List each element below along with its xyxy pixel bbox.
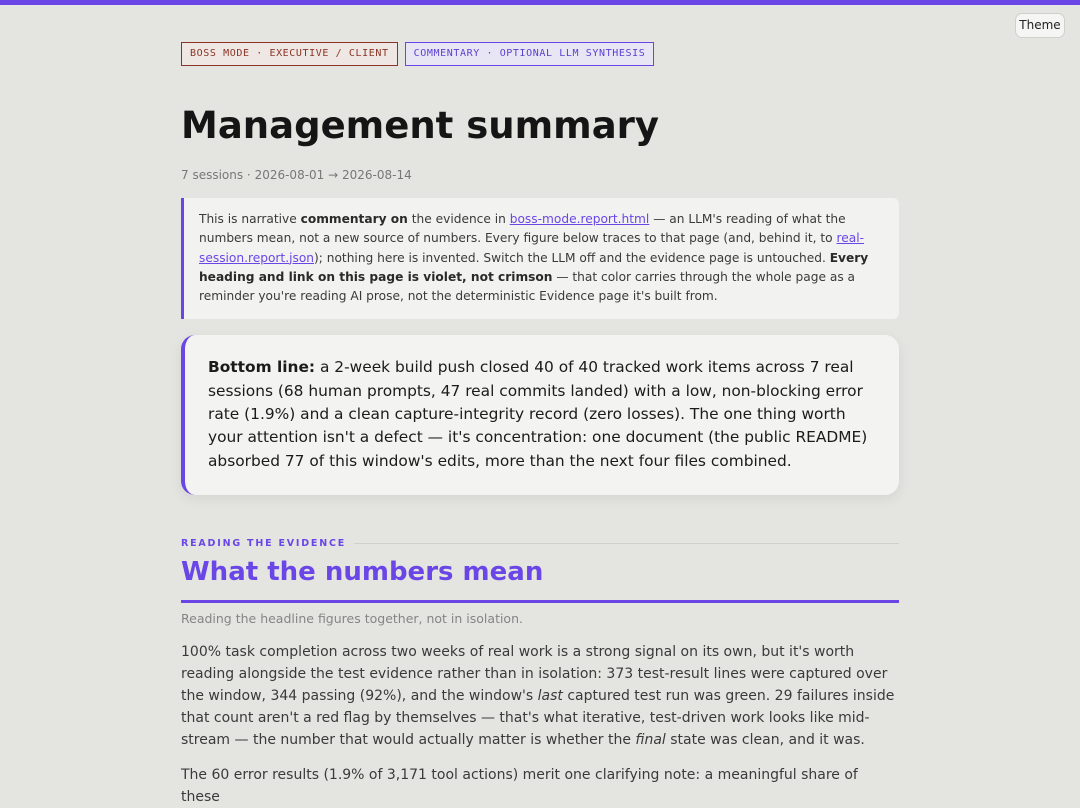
note-bold: commentary on	[300, 212, 408, 226]
note-text: — that color carries through the whole page as a reminder you're reading AI prose, not the deterministic Evidence page it's built from.	[199, 269, 856, 304]
theme-toggle-button[interactable]: Theme	[1015, 13, 1065, 38]
bottom-line-card	[181, 335, 899, 494]
evidence-report-link[interactable]: boss-mode.report.html	[509, 212, 650, 226]
top-accent-bar	[0, 0, 1080, 5]
bottom-line-text: a 2-week build push closed 40 of 40 tracked work items across 7 real sessions (68 human prompts, 47 real commits landed) with a low, non-blocking error rate (1.9%) and a clean capture-integrity record (zero losses). The one thing worth your attention isn't a defect — it's concentration: one document (the public README) absorbed 77 of this window's edits, more than the next four files combined.	[208, 358, 868, 470]
section-eyebrow: READING THE EVIDENCE	[181, 537, 347, 549]
commentary-badge: COMMENTARY · OPTIONAL LLM SYNTHESIS	[405, 42, 655, 66]
section-eyebrow-row	[181, 538, 899, 549]
page-meta: 7 sessions · 2026-08-01 → 2026-08-14	[181, 168, 412, 182]
note-text: — an LLM's reading of what the numbers mean, not a new source of numbers. Every figure below traces to that page (and, behind it, to	[199, 212, 846, 246]
section-heading: What the numbers mean	[181, 557, 899, 603]
section-paragraph	[181, 641, 899, 751]
para-text: state was clean, and it was.	[665, 731, 865, 748]
section-divider	[354, 543, 899, 544]
section-subtitle: Reading the headline figures together, not in isolation.	[181, 610, 523, 626]
para-text: captured test run was green. 29 failures inside that count aren't a red flag by themselves — that's what iterative, test-driven work looks like mid-stream — the number that would actually matter is whether the	[181, 687, 895, 748]
para-emphasis: final	[635, 731, 666, 748]
session-json-link[interactable]: real-session.report.json	[199, 231, 865, 265]
badge-row	[181, 42, 899, 66]
note-text: This is narrative	[199, 212, 301, 226]
commentary-note	[181, 198, 899, 319]
section-paragraph: The 60 error results (1.9% of 3,171 tool actions) merit one clarifying note: a meaningful share of these	[181, 766, 858, 805]
boss-mode-badge: BOSS MODE · EXECUTIVE / CLIENT	[181, 42, 398, 66]
para-emphasis: last	[537, 687, 563, 704]
bottom-line-label: Bottom line:	[208, 358, 316, 377]
para-text: 100% task completion across two weeks of real work is a strong signal on its own, but it's worth reading alongside the test evidence rather than in isolation: 373 test-result lines were captured over the window, 344 passing (92%), and the window's	[181, 643, 888, 704]
note-bold: Every heading and link on this page is violet, not crimson	[199, 250, 869, 284]
note-text: the evidence in	[407, 212, 510, 226]
note-text: ); nothing here is invented. Switch the LLM off and the evidence page is untouched.	[314, 250, 830, 265]
main-content	[181, 42, 899, 808]
page-title: Management summary	[181, 104, 660, 147]
